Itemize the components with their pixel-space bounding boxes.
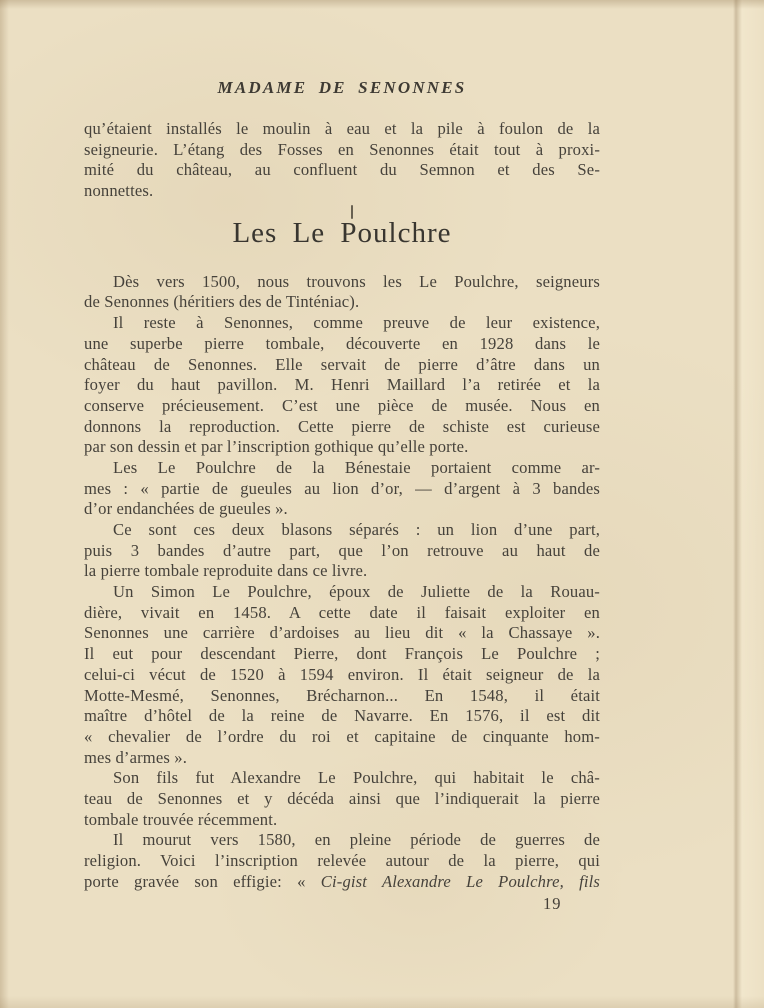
text-line (84, 272, 600, 293)
text-line (84, 437, 600, 458)
body-text: donnons la reproduction. Cette pierre de schiste est curieuse (84, 416, 600, 436)
italic-text: Ci-gist Alexandre Le Poulchre, fils (320, 871, 600, 891)
text-line (84, 292, 600, 313)
body-text: foyer du haut pavillon. M. Henri Maillard l’a retirée et la (84, 375, 600, 395)
text-line (84, 479, 600, 500)
body-text: Un Simon Le Poulchre, époux de Juliette de la Rouau- (113, 582, 600, 602)
text-line (84, 789, 600, 810)
body-text: maître d’hôtel de la reine de Navarre. En 1576, il est dit (84, 706, 600, 726)
body-text: celui-ci vécut de 1520 à 1594 environ. Il était seigneur de la (84, 664, 600, 684)
text-line (84, 706, 600, 727)
body-text: Les Le Poulchre de la Bénestaie portaient comme ar- (113, 457, 600, 477)
body-text: Il mourut vers 1580, en pleine période de guerres de (113, 830, 600, 850)
body-text: par son dessin et par l’inscription gothique qu’elle porte. (84, 437, 469, 457)
text-line (84, 160, 600, 181)
paragraph (84, 119, 600, 202)
text-line (84, 686, 600, 707)
text-line (84, 830, 600, 851)
paragraph (84, 458, 600, 520)
body-text: Il reste à Senonnes, comme preuve de leur existence, (113, 313, 600, 333)
paragraph (84, 830, 600, 892)
text-line (84, 541, 600, 562)
text-line (84, 375, 600, 396)
text-line (84, 520, 600, 541)
text-line (84, 623, 600, 644)
text-line (84, 768, 600, 789)
running-header: MADAME DE SENONNES (217, 78, 467, 97)
text-line (84, 727, 600, 748)
text-line (84, 582, 600, 603)
text-line (84, 748, 600, 769)
text-line (84, 355, 600, 376)
paragraph (84, 272, 600, 313)
body-text: puis 3 bandes d’autre part, que l’on retrouve au haut de (84, 540, 600, 560)
text-line (84, 499, 600, 520)
text-line (84, 119, 600, 140)
body-text: qu’étaient installés le moulin à eau et la pile à foulon de la (84, 119, 600, 138)
text-line (84, 851, 600, 872)
paragraph (84, 582, 600, 768)
body-text: Senonnes une carrière d’ardoises au lieu dit « la Chassaye ». (84, 623, 600, 643)
body-text: d’or endanchées de gueules ». (84, 499, 288, 519)
body-text: château de Senonnes. Elle servait de pierre d’âtre dans un (84, 354, 600, 374)
body-text: « chevalier de l’ordre du roi et capitaine de cinquante hom- (84, 726, 600, 746)
text-line (84, 334, 600, 355)
paragraph (84, 768, 600, 830)
body-text: mité du château, au confluent du Semnon et des Se- (84, 160, 600, 180)
text-line (84, 872, 600, 893)
body-text: porte gravée son effigie: « (84, 871, 321, 891)
body-text: Il eut pour descendant Pierre, dont François Le Poulchre ; (84, 644, 600, 664)
text-line (84, 417, 600, 438)
body-text: Ce sont ces deux blasons séparés : un lion d’une part, (113, 520, 600, 539)
body-text: Son fils fut Alexandre Le Poulchre, qui habitait le châ- (113, 768, 600, 788)
body-text: seigneurie. L’étang des Fosses en Senonnes était tout à proxi- (84, 139, 600, 159)
body-text: mes : « partie de gueules au lion d’or, — d’argent à 3 bandes (84, 478, 600, 498)
text-line (84, 458, 600, 479)
body-text: Motte-Mesmé, Senonnes, Brécharnon... En 1548, il était (84, 685, 600, 705)
body-text: mes d’armes ». (84, 747, 188, 767)
body-text: une superbe pierre tombale, découverte en 1928 dans le (84, 333, 600, 353)
body-text: religion. Voici l’inscription relevée autour de la pierre, qui (84, 851, 600, 870)
text-block (84, 119, 600, 892)
body-text: tombale trouvée récemment. (84, 809, 278, 829)
text-line (84, 561, 600, 582)
text-line (84, 181, 600, 202)
body-text: teau de Senonnes et y décéda ainsi que l’indiquerait la pierre (84, 788, 600, 808)
section-heading: Les Le Poulchre (232, 216, 452, 249)
text-line (84, 665, 600, 686)
text-line (84, 603, 600, 624)
body-text: de Senonnes (héritiers des de Tinténiac). (84, 292, 360, 312)
paragraph (84, 313, 600, 458)
body-text: conserve précieusement. C’est une pièce de musée. Nous en (84, 395, 600, 415)
paragraph (84, 520, 600, 582)
page-number: 19 (543, 894, 562, 913)
text-line (84, 396, 600, 417)
body-text: dière, vivait en 1458. A cette date il faisait exploiter en (84, 602, 600, 622)
text-line (84, 140, 600, 161)
text-line (84, 810, 600, 831)
text-line (84, 313, 600, 334)
body-text: nonnettes. (84, 181, 154, 201)
body-text: la pierre tombale reproduite dans ce livre. (84, 561, 368, 581)
body-text: Dès vers 1500, nous trouvons les Le Poulchre, seigneurs (113, 271, 600, 291)
text-line (84, 644, 600, 665)
